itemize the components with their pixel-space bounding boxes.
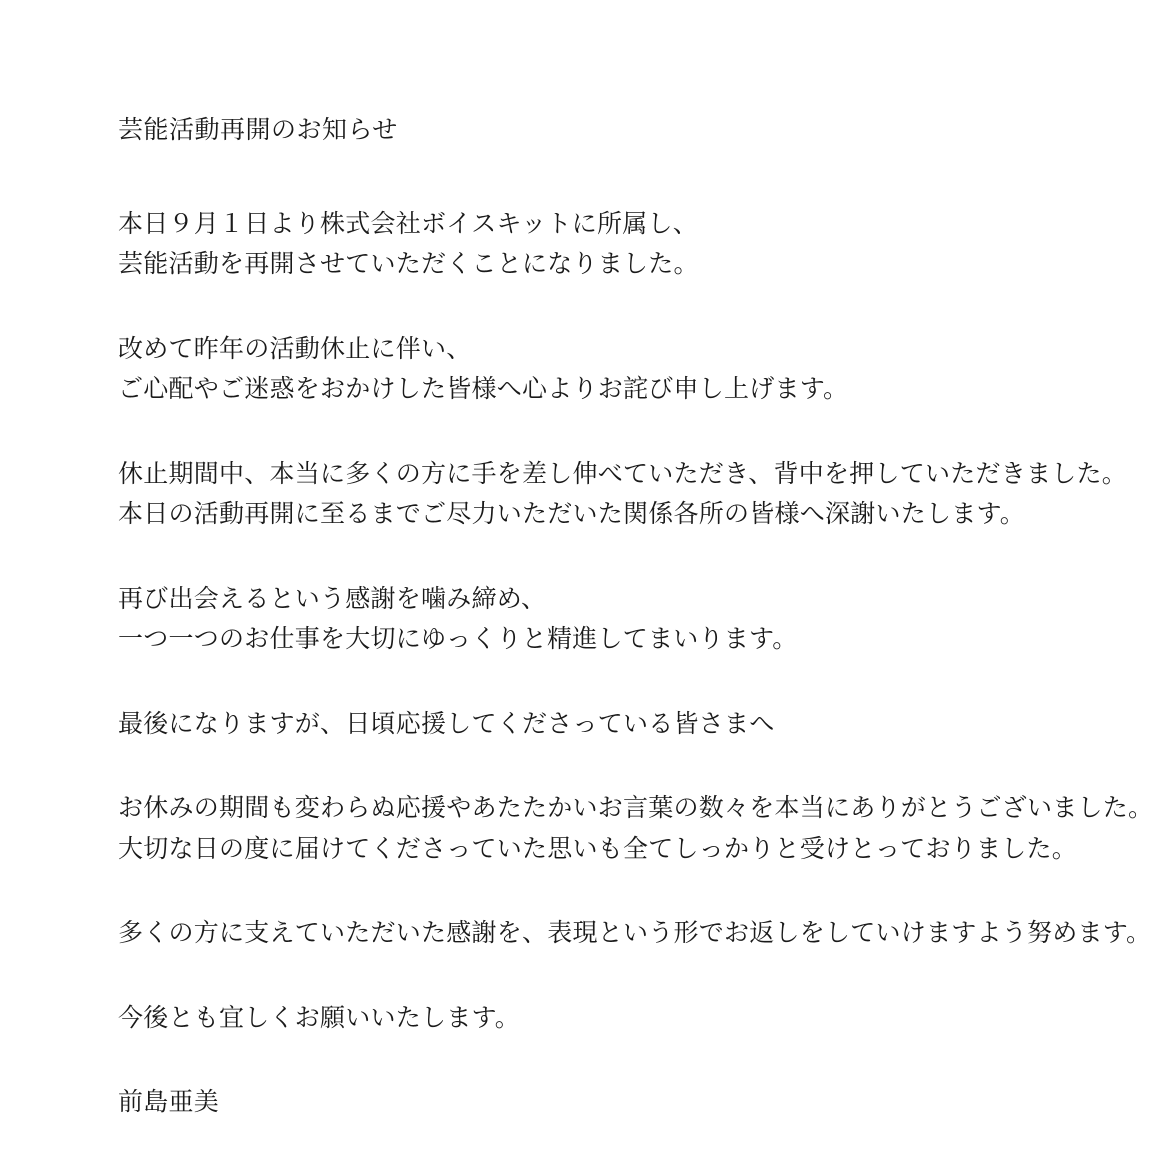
paragraph	[118, 330, 1069, 411]
paragraph-line: 一つ一つのお仕事を大切にゆっくりと精進してまいります。	[118, 626, 798, 654]
paragraph-line: 本日の活動再開に至るまでご尽力いただいた関係各所の皆様へ深謝いたします。	[118, 501, 1026, 529]
signature-name: 前島亜美	[118, 1089, 220, 1117]
page-title: 芸能活動再開のお知らせ	[118, 117, 398, 144]
paragraph	[118, 580, 1069, 661]
paragraph-line: 改めて昨年の活動休止に伴い、	[118, 335, 472, 363]
paragraph	[118, 789, 1154, 870]
paragraph-line: 今後とも宜しくお願いいたします。	[118, 1004, 521, 1032]
paragraph	[118, 455, 1128, 536]
paragraph-line: 芸能活動を再開させていただくことになりました。	[118, 251, 699, 279]
paragraph-line: 休止期間中、本当に多くの方に手を差し伸べていただき、背中を押していただきました。	[118, 460, 1128, 488]
signature	[118, 1083, 1069, 1124]
paragraph	[118, 999, 1069, 1040]
paragraph	[118, 205, 1069, 286]
paragraph-line: ご心配やご迷惑をおかけした皆様へ心よりお詫び申し上げます。	[118, 376, 849, 404]
paragraph-line: 多くの方に支えていただいた感謝を、表現という形でお返しをしていけますよう努めます。	[118, 920, 1152, 948]
paragraph-line: 再び出会えるという感謝を噛み締め、	[118, 585, 547, 613]
paragraph	[118, 705, 1069, 746]
paragraph-line: 大切な日の度に届けてくださっていた思いも全てしっかりと受けとっておりました。	[118, 835, 1078, 863]
paragraph-line: 本日９月１日より株式会社ボイスキットに所属し、	[118, 210, 699, 238]
paragraph-line: 最後になりますが、日頃応援してくださっている皆さまへ	[118, 710, 775, 738]
paragraph	[118, 914, 1152, 955]
paragraph-line: お休みの期間も変わらぬ応援やあたたかいお言葉の数々を本当にありがとうございました。	[118, 795, 1154, 823]
